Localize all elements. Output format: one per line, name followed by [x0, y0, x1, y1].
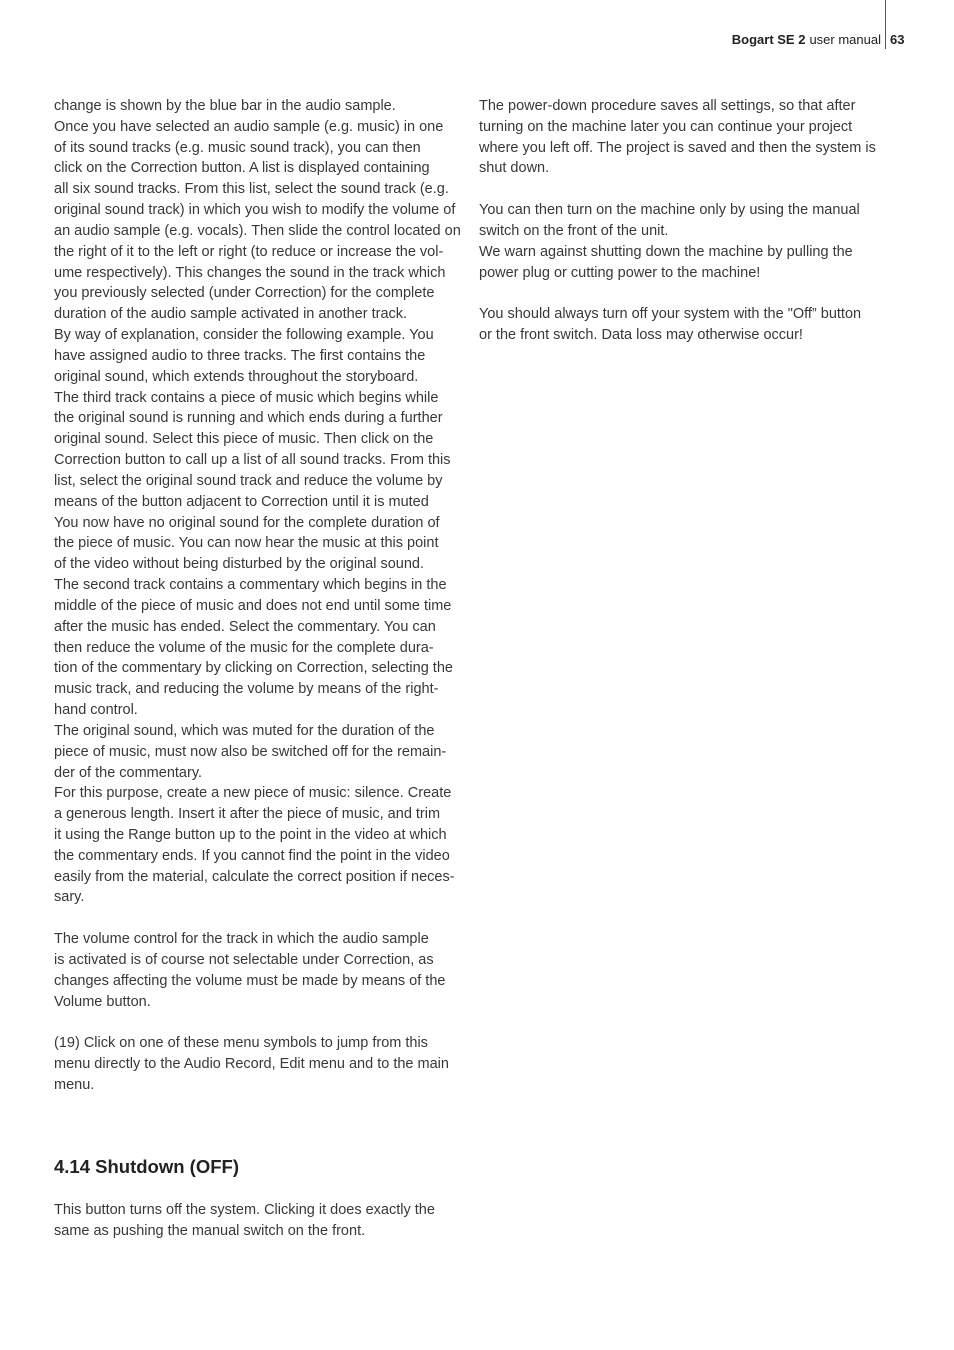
text-line: have assigned audio to three tracks. The first contains the	[54, 347, 426, 364]
text-line: sary.	[54, 889, 85, 906]
text-line: original sound. Select this piece of music. Then click on the	[54, 431, 434, 448]
text-line: the commentary ends. If you cannot find the point in the video	[54, 847, 450, 864]
text-line: same as pushing the manual switch on the front.	[54, 1222, 366, 1239]
paragraph	[479, 96, 899, 179]
text-line: or the front switch. Data loss may otherwise occur!	[479, 327, 803, 344]
text-line: change is shown by the blue bar in the audio sample.	[54, 98, 396, 114]
text-line: means of the button adjacent to Correction until it is muted	[54, 493, 429, 510]
page-number: 63	[890, 32, 905, 47]
text-line: power plug or cutting power to the machine!	[479, 264, 761, 281]
text-line: turning on the machine later you can continue your project	[479, 118, 853, 135]
text-line: For this purpose, create a new piece of music: silence. Create	[54, 785, 452, 802]
text-line: the original sound is running and which ends during a further	[54, 410, 443, 427]
text-line: an audio sample (e.g. vocals). Then slide the control located on	[54, 222, 461, 239]
text-line: is activated is of course not selectable under Correction, as	[54, 951, 434, 968]
text-line: list, select the original sound track and reduce the volume by	[54, 472, 443, 489]
text-line: it using the Range button up to the point in the video at which	[54, 826, 447, 843]
text-line: Correction button to call up a list of all sound tracks. From this	[54, 452, 451, 469]
section-body	[54, 1200, 466, 1242]
text-line: switch on the front of the unit.	[479, 222, 669, 239]
text-line: of the video without being disturbed by the original sound.	[54, 556, 424, 573]
text-line: The second track contains a commentary which begins in the	[54, 577, 447, 594]
running-header	[732, 32, 881, 48]
paragraph	[54, 929, 466, 1012]
text-line: menu.	[54, 1076, 95, 1093]
text-line: then reduce the volume of the music for the complete dura-	[54, 639, 434, 656]
paragraph	[479, 304, 899, 346]
text-line: Volume button.	[54, 993, 151, 1010]
text-line: the piece of music. You can now hear the music at this point	[54, 535, 439, 552]
text-line: The power-down procedure saves all settings, so that after	[479, 98, 856, 114]
text-line: changes affecting the volume must be made by means of the	[54, 972, 446, 989]
text-line: middle of the piece of music and does not end until some time	[54, 597, 452, 614]
text-line: easily from the material, calculate the correct position if neces-	[54, 868, 455, 885]
text-line: you previously selected (under Correction) for the complete	[54, 285, 435, 302]
text-line: music track, and reducing the volume by means of the right-	[54, 681, 439, 698]
header-divider	[885, 0, 886, 49]
paragraph	[54, 1033, 466, 1095]
text-line: Once you have selected an audio sample (e.g. music) in one	[54, 118, 444, 135]
text-line: a generous length. Insert it after the piece of music, and trim	[54, 806, 441, 823]
text-line: click on the Correction button. A list is displayed containing	[54, 160, 430, 177]
text-line: der of the commentary.	[54, 764, 203, 781]
text-line: (19) Click on one of these menu symbols to jump from this	[54, 1035, 428, 1052]
text-line: shut down.	[479, 160, 550, 177]
paragraph	[54, 1200, 466, 1242]
paragraph	[479, 200, 899, 283]
text-line: duration of the audio sample activated in another track.	[54, 306, 408, 323]
text-line: piece of music, must now also be switched off for the remain-	[54, 743, 447, 760]
text-line: all six sound tracks. From this list, select the sound track (e.g.	[54, 181, 449, 198]
left-column	[54, 96, 466, 1096]
text-line: You should always turn off your system with the "Off” button	[479, 306, 862, 323]
right-column	[479, 96, 899, 346]
manual-label: user manual	[809, 32, 881, 47]
text-line: You now have no original sound for the complete duration of	[54, 514, 440, 531]
paragraph	[54, 96, 466, 908]
text-line: By way of explanation, consider the following example. You	[54, 327, 434, 344]
text-line: You can then turn on the machine only by using the manual	[479, 202, 860, 219]
text-line: The volume control for the track in which the audio sample	[54, 931, 429, 948]
product-name: Bogart SE 2	[731, 32, 806, 47]
text-line: original sound, which extends throughout the storyboard.	[54, 368, 419, 385]
text-line: This button turns off the system. Clicking it does exactly the	[54, 1202, 435, 1218]
text-line: The original sound, which was muted for the duration of the	[54, 722, 435, 739]
section-heading: 4.14 Shutdown (OFF)	[54, 1156, 239, 1177]
text-line: The third track contains a piece of music which begins while	[54, 389, 439, 406]
text-line: ume respectively). This changes the sound in the track which	[54, 264, 446, 281]
text-line: We warn against shutting down the machine by pulling the	[479, 243, 853, 260]
text-line: after the music has ended. Select the commentary. You can	[54, 618, 436, 635]
text-line: where you left off. The project is saved and then the system is	[479, 139, 876, 156]
text-line: hand control.	[54, 702, 138, 719]
text-line: menu directly to the Audio Record, Edit menu and to the main	[54, 1056, 449, 1073]
text-line: the right of it to the left or right (to reduce or increase the vol-	[54, 243, 444, 260]
text-line: original sound track) in which you wish to modify the volume of	[54, 202, 456, 219]
text-line: of its sound tracks (e.g. music sound track), you can then	[54, 139, 421, 156]
text-line: tion of the commentary by clicking on Correction, selecting the	[54, 660, 453, 677]
